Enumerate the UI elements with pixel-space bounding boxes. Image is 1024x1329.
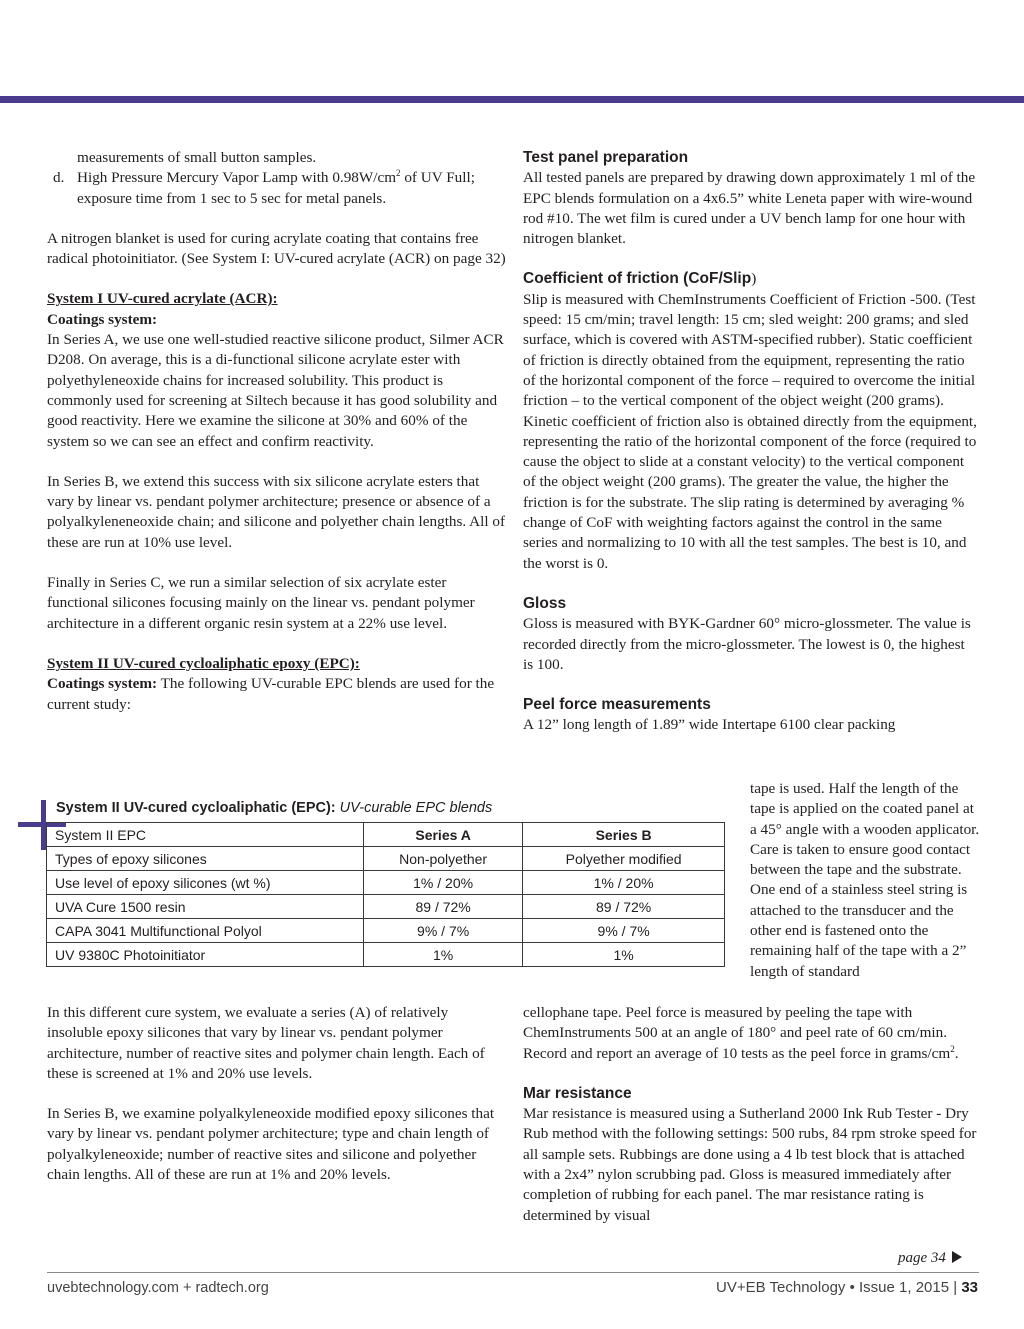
continued-link[interactable]: page 34 — [898, 1250, 962, 1267]
list-item-d: d. High Pressure Mercury Vapor Lamp with $0.98W/cm^2$ of UV Full; exposure time from 1 sec to 5 sec for metal panels. — [53, 168, 475, 207]
cof-heading: Coefficient of friction (CoF/Slip) — [523, 270, 757, 288]
nitrogen-paragraph: A nitrogen blanket is used for curing acrylate coating that contains free radical photoinitiator. (See System I: UV-cured acrylate (ACR) on page 32) — [47, 229, 506, 268]
header-accent-bar — [0, 96, 1024, 103]
test-panel-paragraph: All tested panels are prepared by drawing down approximately 1 ml of the EPC blends formulation on a 4x6.5” white Leneta paper with wire-wound rod #10. The wet film is cured under a UV bench lamp for one hour with nitrogen blanket. — [523, 169, 976, 248]
series-b-epc-paragraph: In Series B, we examine polyalkyleneoxide modified epoxy silicones that vary by linear vs. pendant polymer architecture; type and chain length of polyalkyleneoxide; number of reactive sites and silicone and polyether chain lengths. All of these are run at 1% and 20% levels. — [47, 1105, 495, 1184]
series-a-epc-paragraph: In this different cure system, we evaluate a series (A) of relatively insoluble epoxy silicones that vary by linear vs. pendant polymer architecture, number of reactive sites and polymer chain length. Each of these is screened at 1% and 20% use levels. — [47, 1004, 485, 1082]
table-title: System II UV-cured cycloaliphatic (EPC): UV-curable EPC blends — [56, 800, 493, 816]
table-row: UVA Cure 1500 resin 89 / 72% 89 / 72% — [47, 895, 725, 919]
play-arrow-icon — [952, 1251, 962, 1263]
gloss-heading: Gloss — [523, 594, 567, 612]
peel-first-line: A 12” long length of 1.89” wide Intertape 6100 clear packing — [523, 716, 896, 734]
system2-coatings-paragraph: Coatings system: The following UV-curable EPC blends are used for the current study: — [47, 675, 495, 713]
right-bottom-column — [523, 1003, 978, 1226]
table-row: Types of epoxy silicones Non-polyether Polyether modified — [47, 847, 725, 871]
series-a-paragraph: In Series A, we use one well-studied reactive silicone product, Silmer ACR D208. On average, this is a di-functional silicone acrylate ester with polyethyleneoxide chains for increased solubility. This product is commonly used for screening at Siltech because it has good solubility and good reactivity. Here we examine the silicone at 30% and 60% of the system so we can see an effect and confirm reactivity. — [47, 331, 504, 450]
footer-divider — [47, 1272, 979, 1273]
gloss-paragraph: Gloss is measured with BYK-Gardner 60° micro-glossmeter. The value is recorded directly from the micro-glossmeter. The lowest is 0, the highest is 100. — [523, 615, 971, 673]
left-column — [47, 148, 507, 715]
series-b-paragraph: In Series B, we extend this success with six silicone acrylate esters that vary by linear vs. pendant polymer architecture; presence or absence of a polyalkyleneneoxide chain; and silicone and polyether chain lengths. All of these are run at 10% use level. — [47, 472, 506, 551]
peel-wrapped-paragraph: tape is used. Half the length of the tape is applied on the coated panel at a 45° angle with a wooden applicator. Care is taken to ensure good contact between the tape and the substrate. One end of a stainless steel string is attached to the transducer and the other end is fastened onto the remaining half of the tape with a 2” length of standard — [750, 780, 980, 980]
table-row: UV 9380C Photoinitiator 1% 1% — [47, 943, 725, 967]
page-number: 33 — [961, 1279, 978, 1296]
table-row: CAPA 3041 Multifunctional Polyol 9% / 7% 9% / 7% — [47, 919, 725, 943]
table-row: Use level of epoxy silicones (wt %) 1% / 20% 1% / 20% — [47, 871, 725, 895]
series-c-paragraph: Finally in Series C, we run a similar selection of six acrylate ester functional silicones focusing mainly on the linear vs. pendant polymer architecture in a different organic resin system at a 22% use level. — [47, 574, 475, 632]
left-bottom-column — [47, 1003, 507, 1185]
right-column — [523, 148, 978, 736]
mar-paragraph: Mar resistance is measured using a Sutherland 2000 Ink Rub Tester - Dry Rub method with the following settings: 500 rubs, 84 rpm stroke speed for all sample sets. Rubbings are done using a 4 lb test block that is attached with a 2x4” nylon scrubbing pad. Gloss is measured immediately after completion of rubbing for each panel. The mar resistance rating is determined by visual — [523, 1105, 977, 1224]
system1-coatings-label: Coatings system: — [47, 310, 158, 328]
epc-table — [46, 822, 725, 967]
system1-heading: System I UV-cured acrylate (ACR): — [47, 290, 278, 308]
epc-table-block — [46, 800, 726, 967]
cof-paragraph: Slip is measured with ChemInstruments Coefficient of Friction -500. (Test speed: 15 cm/min; travel length: 15 cm; sled weight: 200 grams; and sled surface, which is covered with ASTM-specified rubber). Static coefficient of friction is directly obtained from the equipment, representing the ratio of the horizontal component of the force – required to overcome the initial friction – to the vertical component of the object weight (200 grams). Kinetic coefficient of friction also is obtained directly from the equipment, representing the ratio of the horizontal component of the force (required to cause the object to slide at a constant velocity) to the vertical component of the object weight (200 grams). The greater the value, the higher the friction is for the substrate. The slip rating is determined by averaging % change of CoF with weighting factors against the control in the same series and normalizing to 10 with all the test samples. The best is 10, and the worst is 0. — [523, 290, 977, 572]
system2-heading: System II UV-cured cycloaliphatic epoxy (EPC): — [47, 654, 360, 672]
footer-issue: UV+EB Technology • Issue 1, 2015 | 33 — [716, 1279, 978, 1296]
footer-websites: uvebtechnology.com + radtech.org — [47, 1280, 269, 1296]
mar-heading: Mar resistance — [523, 1084, 632, 1102]
test-panel-heading: Test panel preparation — [523, 149, 689, 166]
peel-heading: Peel force measurements — [523, 696, 711, 714]
table-header-row: System II EPC Series A Series B — [47, 823, 725, 847]
peel-continued-paragraph: cellophane tape. Peel force is measured by peeling the tape with ChemInstruments 500 at an angle of 180° and peel rate of 60 cm/min. Record and report an average of 10 tests as the peel force in grams/$cm^2$. — [523, 1004, 959, 1062]
list-item-c-continued: measurements of small button samples. — [77, 149, 317, 166]
